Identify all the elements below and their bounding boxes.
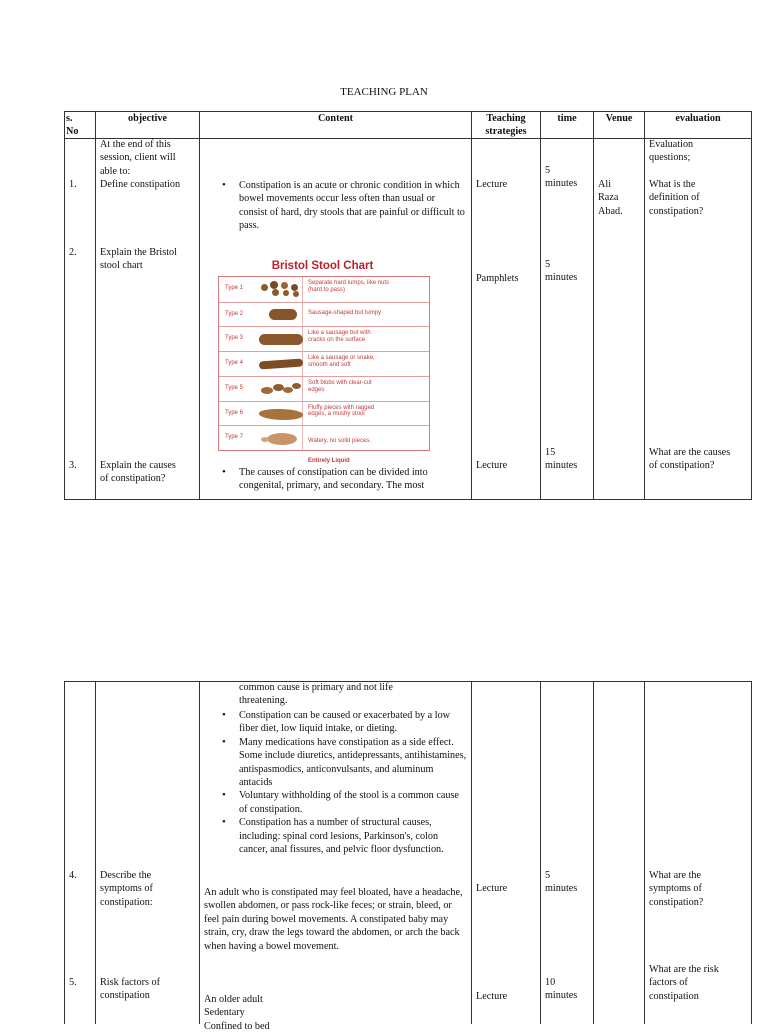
evaluation-intro: Evaluation questions; — [649, 139, 694, 164]
row-4-strategy: Lecture — [476, 883, 508, 894]
row-1-strategy: Lecture — [476, 179, 508, 190]
list-item: • Many medications have constipation as a side effect. Some include diuretics, antidepressants, antihistamines, antispasmodics, anticonvulsants, and aluminum antacids — [239, 736, 467, 790]
row-4-evaluation: What are the symptoms of constipation? — [649, 870, 704, 908]
bristol-type-label: Type 5 — [225, 384, 244, 391]
row-4-objective: Describe the symptoms of constipation: — [100, 870, 153, 908]
row-1-evaluation: What is the definition of constipation? — [649, 179, 704, 217]
row-4-content: An adult who is constipated may feel bloated, have a headache, swollen abdomen, or pass rock-like feces; or strain, bleed, or feel pain during bowel movements. A constipated baby may strain, cry, draw the legs toward the abdomen, or arch the back when having a bowel movement. — [204, 887, 463, 952]
bristol-type-label: Type 4 — [225, 360, 244, 367]
row-2-strategy: Pamphlets — [476, 273, 519, 284]
stool-type-4-illustration — [259, 359, 303, 370]
bristol-type-label: Type 3 — [225, 335, 244, 342]
row-5-number: 5. — [69, 977, 77, 988]
bristol-type-label: Type 6 — [225, 409, 244, 416]
stool-type-6-illustration — [259, 409, 303, 420]
bristol-type-description: Like a sausage or snake, smooth and soft — [308, 355, 375, 368]
header-time: time — [557, 113, 577, 124]
bristol-row — [219, 277, 429, 302]
list-item: • Constipation can be caused or exacerbated by a low fiber diet, low liquid intake, or dieting. — [239, 709, 467, 736]
header-teaching-strategies: Teaching strategies — [485, 113, 527, 138]
bristol-type-description: Separate hard lumps, like nuts (hard to pass) — [308, 280, 390, 293]
row-2-objective: Explain the Bristol stool chart — [100, 247, 177, 272]
document-title: TEACHING PLAN — [340, 86, 428, 98]
list-item: • Constipation is an acute or chronic condition in which bowel movements occur less often than usual or consist of hard, dry stools that are painful or difficult to pass. — [239, 179, 465, 233]
bristol-chart-table — [218, 276, 430, 465]
row-1-objective: Define constipation — [100, 179, 181, 190]
bristol-stool-chart — [216, 256, 429, 465]
stool-type-3-illustration — [259, 334, 303, 345]
row-2-time: 5 minutes — [545, 259, 578, 284]
row-5-objective: Risk factors of constipation — [100, 977, 160, 1002]
bristol-row — [219, 376, 429, 402]
header-content: Content — [317, 113, 354, 124]
row-1-number: 1. — [69, 179, 77, 190]
row-3-time: 15 minutes — [545, 447, 578, 472]
bristol-type-description: Fluffy pieces with ragged edges, a mushy stool — [308, 404, 375, 418]
bristol-type-description: Sausage-shaped but lumpy — [308, 309, 382, 316]
bristol-type-description-emphasis: Entirely Liquid — [308, 458, 350, 465]
content-continuation: common cause is primary and not life threatening. — [239, 682, 393, 707]
row-3-evaluation: What are the causes of constipation? — [649, 447, 731, 472]
row-5-evaluation: What are the risk factors of constipation — [649, 964, 719, 1002]
row-4-time: 5 minutes — [545, 870, 578, 895]
header-venue: Venue — [605, 113, 633, 124]
table-border-bottom — [64, 499, 752, 500]
bristol-row — [219, 326, 429, 352]
list-item: • Voluntary withholding of the stool is a common cause of constipation. — [239, 789, 467, 816]
row-5-time: 10 minutes — [545, 977, 578, 1002]
row-1-time: 5 minutes — [545, 165, 578, 190]
stool-type-2-illustration — [269, 309, 297, 320]
bristol-type-label: Type 7 — [225, 434, 244, 441]
list-item: • The causes of constipation can be divided into congenital, primary, and secondary. The most — [239, 466, 465, 493]
bristol-type-label: Type 2 — [225, 310, 244, 317]
row-4-number: 4. — [69, 870, 77, 881]
causes-bullet-list — [239, 709, 467, 856]
row-3-objective: Explain the causes of constipation? — [100, 460, 176, 485]
bristol-row — [219, 425, 429, 465]
bristol-type-label: Type 1 — [225, 285, 244, 291]
row-2-number: 2. — [69, 247, 77, 258]
bristol-type-description: Watery, no solid pieces. — [308, 437, 372, 444]
row-5-content: An older adult Sedentary Confined to bed — [204, 994, 270, 1032]
bristol-chart-title: Bristol Stool Chart — [271, 260, 374, 272]
row-3-number: 3. — [69, 460, 77, 471]
intro-objective: At the end of this session, client will able to: — [100, 139, 176, 177]
row-5-strategy: Lecture — [476, 991, 508, 1002]
bristol-row — [219, 302, 429, 328]
header-evaluation: evaluation — [675, 113, 721, 124]
header-sno: s. No — [66, 113, 79, 138]
header-objective: objective — [127, 113, 168, 124]
row-3-strategy: Lecture — [476, 460, 508, 471]
bristol-row — [219, 351, 429, 377]
row-1-venue: Ali Raza Abad. — [598, 179, 623, 217]
bristol-type-description: Soft blobs with clear-cut edges — [308, 379, 372, 393]
bristol-type-description: Like a sausage but with cracks on the surface — [308, 330, 371, 344]
row-1-content — [239, 179, 465, 233]
list-item: • Constipation has a number of structural causes, including: spinal cord lesions, Parkinson's, colon cancer, anal fissures, and pelvic floor dysfunction. — [239, 816, 467, 856]
bristol-row — [219, 401, 429, 427]
row-3-content — [239, 466, 465, 493]
